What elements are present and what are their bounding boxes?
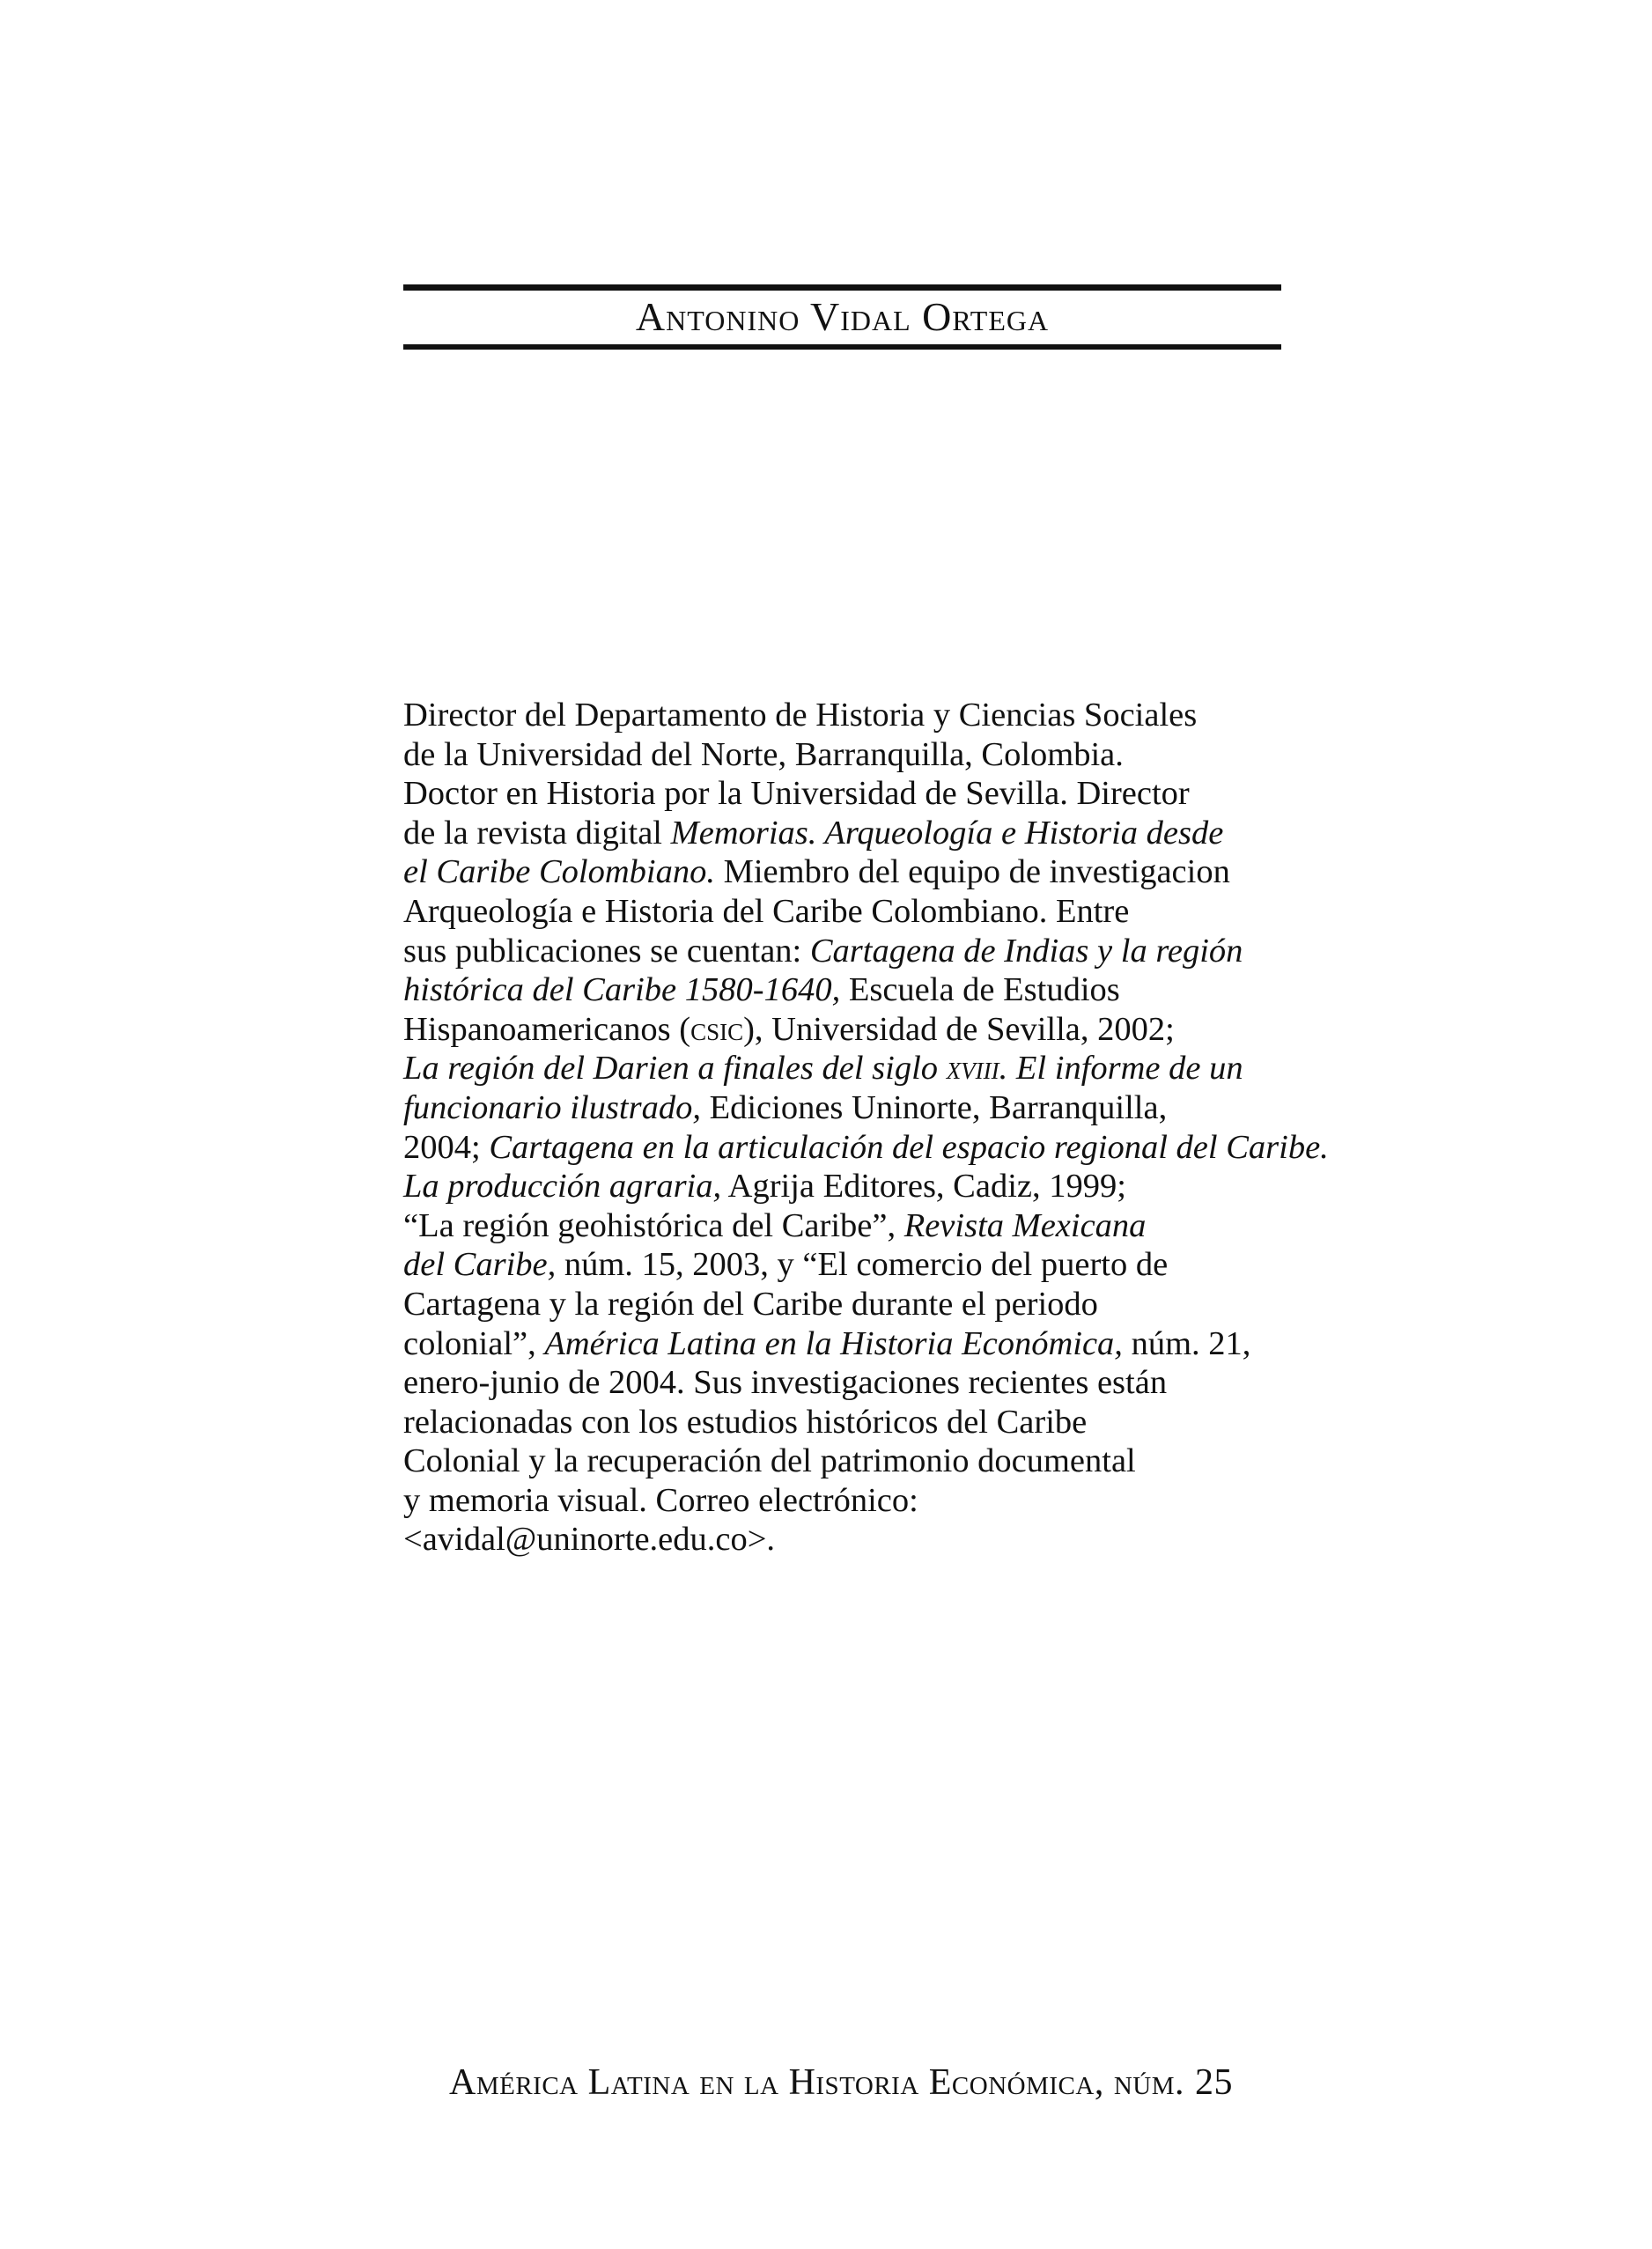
bio-text: ), Universidad de Sevilla, 2002;	[743, 1010, 1175, 1048]
bio-italic-title: el Caribe Colombiano.	[403, 853, 715, 891]
bio-line	[403, 852, 1293, 892]
author-name: Antonino Vidal Ortega	[635, 294, 1050, 339]
bio-line	[403, 1049, 1293, 1088]
bio-italic-title: La producción agraria,	[403, 1168, 722, 1206]
bio-line: relacionadas con los estudios históricos del Caribe	[403, 1403, 1088, 1441]
bio-text: Miembro del equipo de investigacion	[714, 853, 1230, 891]
bio-email: <avidal@uninorte.edu.co>.	[403, 1521, 776, 1559]
bio-line: Arqueología e Historia del Caribe Colombiano. Entre	[403, 892, 1130, 930]
bio-text: Escuela de Estudios	[840, 971, 1120, 1009]
bio-text: Hispanoamericanos (	[403, 1010, 691, 1048]
bio-line: y memoria visual. Correo electrónico:	[403, 1481, 918, 1519]
bio-text: 2004;	[403, 1128, 490, 1166]
bio-italic-title: . El informe de un	[999, 1050, 1243, 1088]
page-number: 25	[1195, 2062, 1233, 2103]
bio-line	[403, 932, 1293, 971]
bio-line	[403, 970, 1293, 1010]
bio-italic-title: La región del Darien a finales del siglo	[403, 1050, 947, 1088]
bio-line: Cartagena y la región del Caribe durante el periodo	[403, 1285, 1098, 1323]
bio-line: Director del Departamento de Historia y Ciencias Sociales	[403, 697, 1198, 734]
bio-line: de la Universidad del Norte, Barranquilla, Colombia.	[403, 735, 1124, 773]
bio-text: de la revista digital	[403, 814, 671, 852]
running-footer	[449, 2061, 1233, 2105]
bio-line: Colonial y la recuperación del patrimonio documental	[403, 1442, 1136, 1480]
bio-italic-title: Memorias. Arqueología e Historia desde	[670, 814, 1224, 852]
bio-line	[403, 1167, 1293, 1206]
journal-title: América Latina en la Historia Económica, núm.	[449, 2062, 1184, 2103]
bio-line	[403, 1010, 1293, 1050]
header-bottom-rule	[403, 344, 1281, 350]
author-bio	[403, 696, 1329, 1560]
bio-italic-title: del Caribe,	[403, 1246, 557, 1284]
bio-line: enero-junio de 2004. Sus investigaciones recientes están	[403, 1364, 1168, 1402]
header-top-rule	[403, 284, 1281, 291]
bio-italic-title: funcionario ilustrado,	[403, 1088, 701, 1126]
bio-italic-title: Revista Mexicana	[903, 1206, 1147, 1244]
bio-text: núm. 21,	[1122, 1324, 1251, 1362]
bio-line	[403, 1088, 1293, 1128]
bio-text: Ediciones Uninorte, Barranquilla,	[700, 1088, 1168, 1126]
bio-text: colonial”,	[403, 1324, 545, 1362]
bio-line	[403, 814, 1293, 853]
bio-text: “La región geohistórica del Caribe”,	[403, 1206, 904, 1244]
bio-line: Doctor en Historia por la Universidad de Sevilla. Director	[403, 775, 1190, 813]
bio-italic-title: Cartagena de Indias y la región	[809, 932, 1243, 970]
bio-abbreviation: csic	[690, 1010, 744, 1048]
bio-text: Agrija Editores, Cadiz, 1999;	[721, 1168, 1126, 1206]
bio-text: sus publicaciones se cuentan:	[403, 932, 810, 970]
bio-line	[403, 1128, 1329, 1168]
bio-italic-title: Cartagena en la articulación del espacio regional del Caribe.	[489, 1128, 1329, 1166]
bio-italic-title: histórica del Caribe 1580-1640,	[403, 971, 841, 1009]
bio-line	[403, 1206, 1293, 1246]
bio-italic-century: xviii	[946, 1050, 999, 1088]
bio-italic-title: América Latina en la Historia Económica,	[544, 1324, 1123, 1362]
bio-text: núm. 15, 2003, y “El comercio del puerto de	[556, 1246, 1169, 1284]
bio-line	[403, 1324, 1293, 1364]
bio-line	[403, 1245, 1293, 1285]
